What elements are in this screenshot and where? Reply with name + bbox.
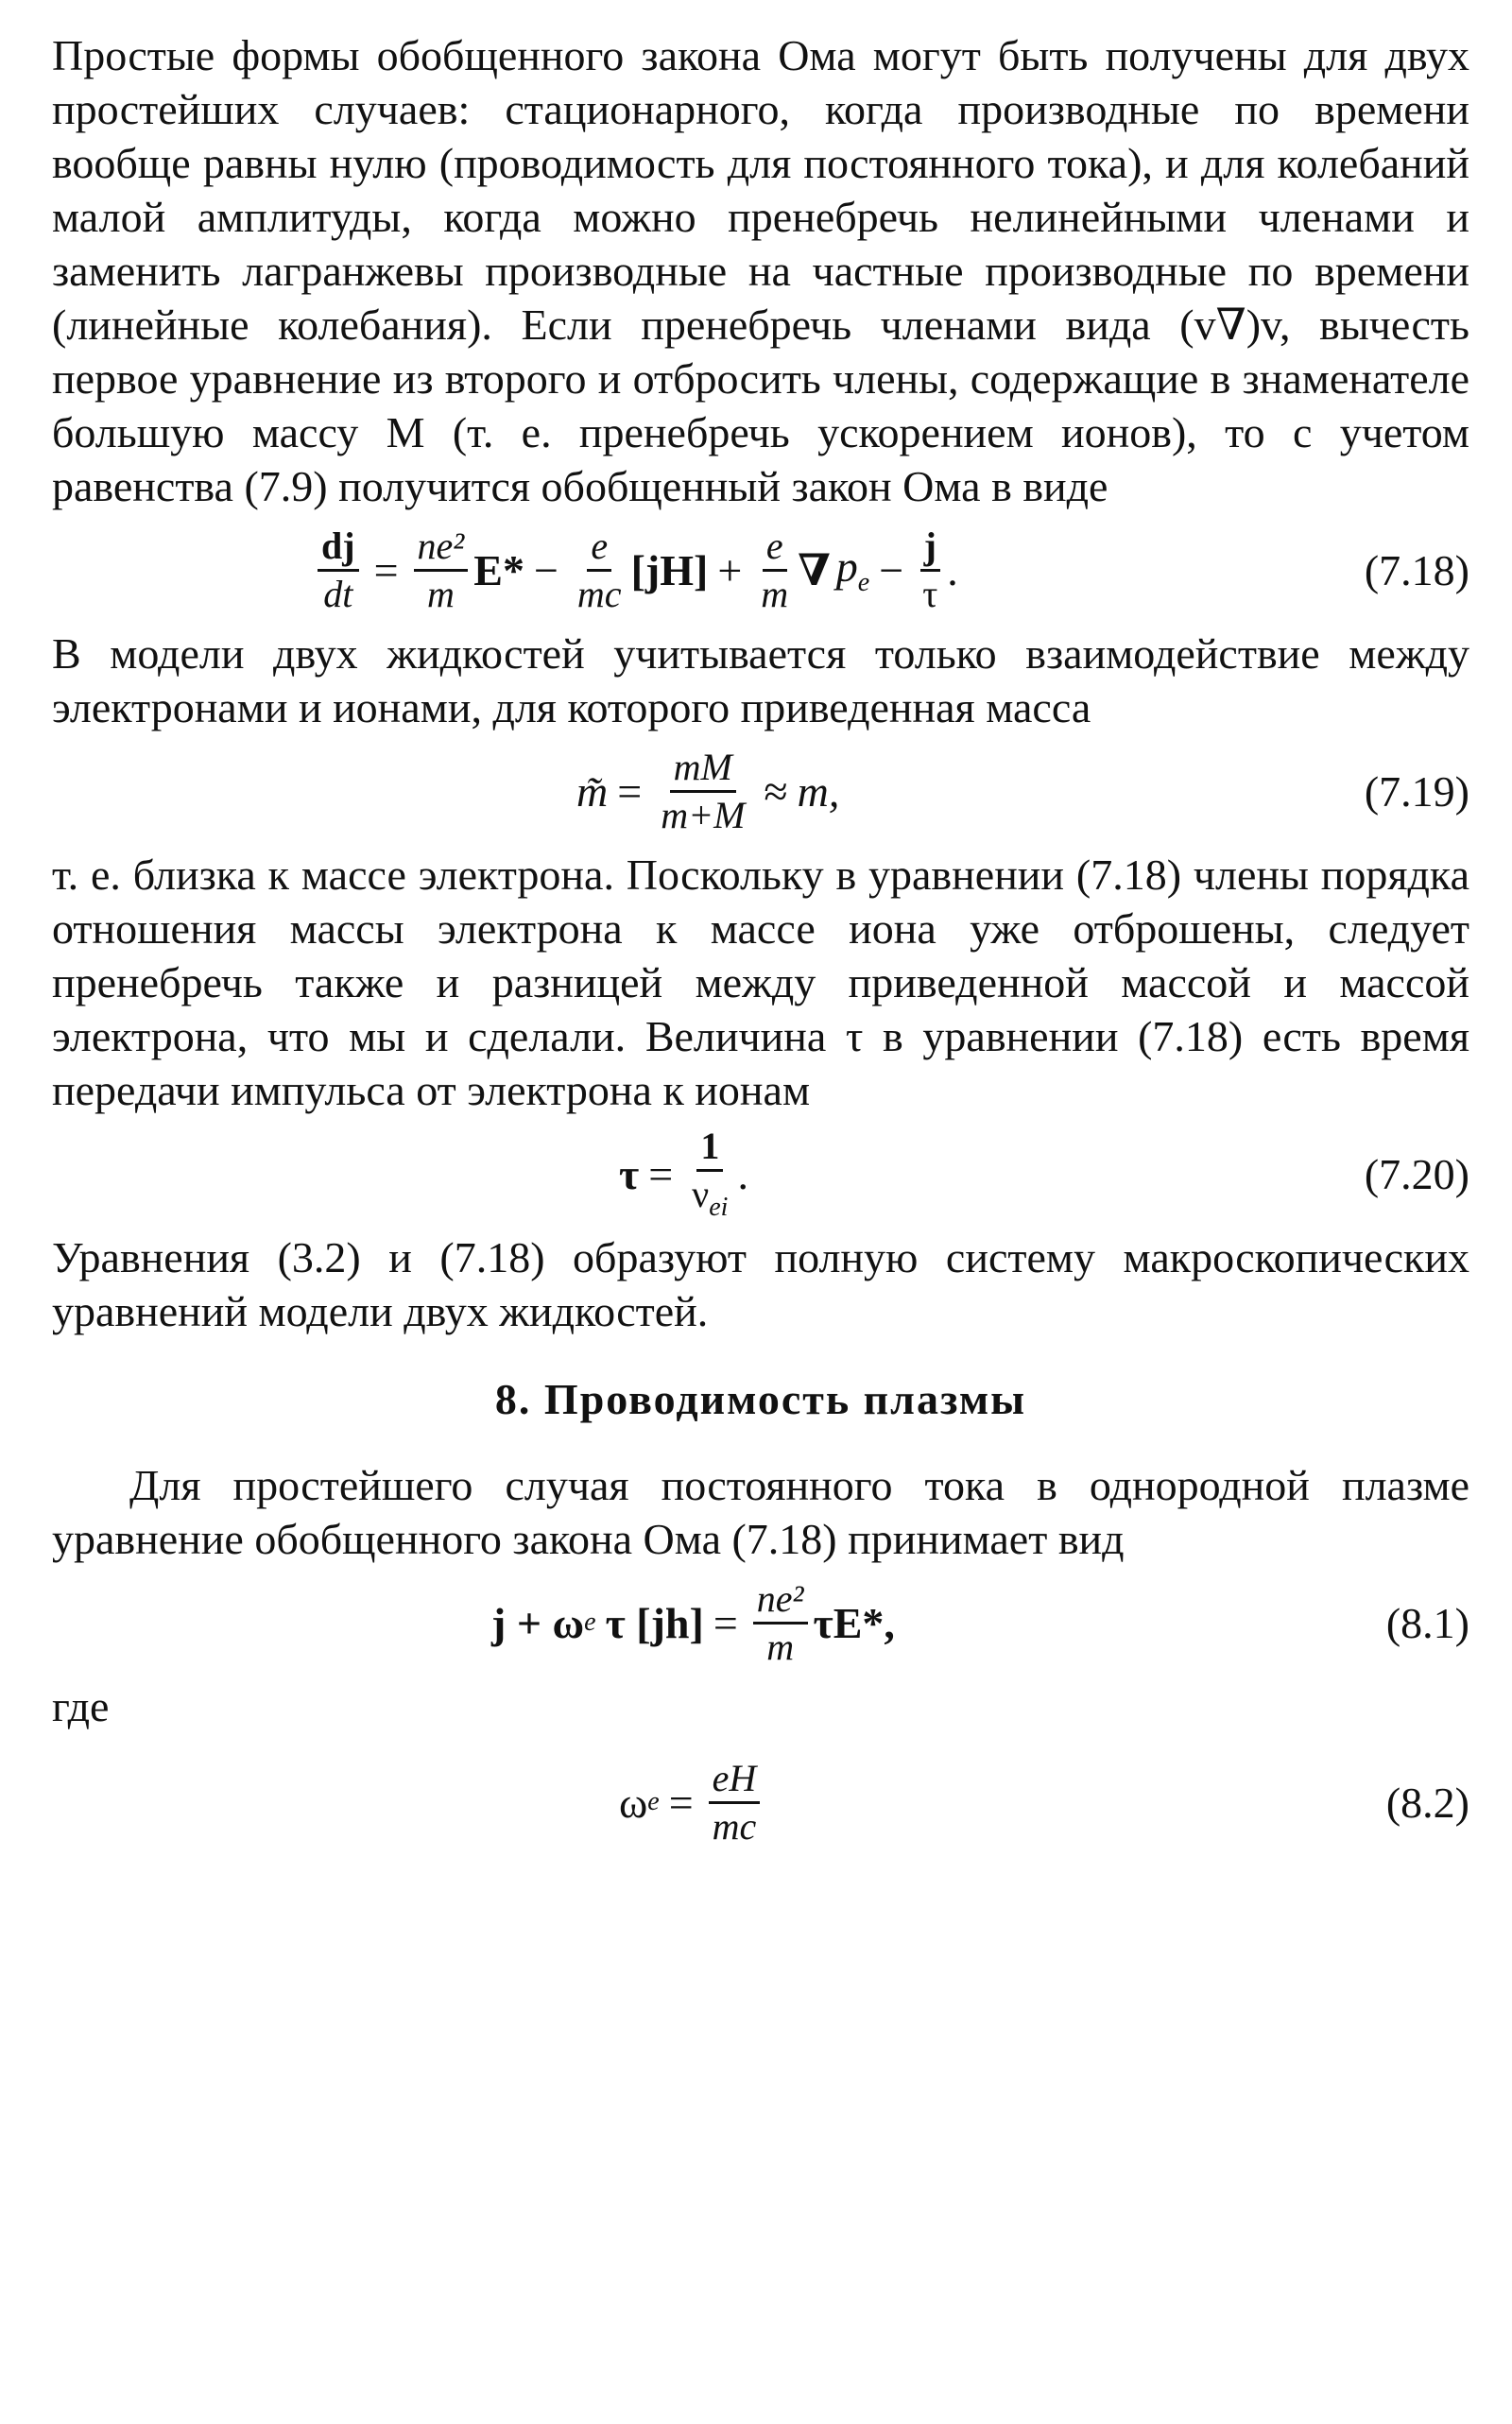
- equation-8-1: [52, 1566, 1469, 1679]
- pressure-symbol: p: [835, 542, 858, 591]
- reduced-mass-symbol: m̃: [576, 766, 609, 816]
- jh-term: [jH]: [630, 545, 709, 594]
- equation-8-2-formula: ω e = $\frac{eH}{mc}$: [619, 1745, 765, 1859]
- where-word: где: [52, 1682, 110, 1730]
- fraction-eH-mc: $\frac{eH}{mc}$: [709, 1759, 761, 1847]
- equation-8-2: [52, 1745, 1469, 1859]
- fraction-ne2-m-8-1: $\frac{\text{ne²}}{m}$: [753, 1579, 808, 1667]
- fraction-one-nu: $\frac{1}{\nu_{ei}}$: [692, 1124, 729, 1222]
- fraction-mM: $\frac{mM}{m+M}$: [661, 745, 746, 836]
- fraction-dj-dt: $\frac{dj}{dt}$: [318, 526, 359, 614]
- equation-7-19: [52, 734, 1469, 848]
- paragraph-ohm-intro: Простые формы обобщенного закона Ома могут быть получены для двух простейших случаев: стационарного, когда производные по времени вообще равны нулю (проводимость для постоянного тока), и для колебаний малой амплитуды, когда можно пренебречь нелинейными членами и заменить лагранжевы производные на частные производные по времени (линейные колебания). Если пренебречь членами вида (v∇)v, вычесть первое уравнение из второго и отбросить члены, содержащие в знаменателе большую массу M (т. е. пренебречь ускорением ионов), то с учетом равенства (7.9) получится обобщенный закон Ома в виде: [52, 31, 1469, 510]
- equation-number-7-19: (7.19): [1364, 766, 1469, 816]
- tau-symbol: τ: [619, 1149, 640, 1198]
- equation-number-7-18: (7.18): [1364, 545, 1469, 594]
- page: [52, 28, 1469, 1859]
- fraction-j-tau: $\frac{j}{\tau}$: [919, 526, 941, 614]
- fraction-ne2-m: $\frac{\text{ne²}}{m}$: [414, 526, 469, 614]
- equation-8-1-formula: j + ω e τ [jh] = $\frac{\text{ne²}}{m}$ τE*,: [491, 1576, 895, 1668]
- fraction-e-m: $\frac{e}{m}$: [761, 524, 789, 615]
- equation-number-8-1: (8.1): [1385, 1598, 1469, 1647]
- equation-7-20: [52, 1117, 1469, 1230]
- equation-7-18-formula: $\frac{dj}{dt}$ = $\frac{\text{ne²}}{m}$ E* − $\frac{e}{mc}$ [jH] + $\frac{e}{m}$ ∇ $p_e$ − $\frac{j}{\tau}$ .: [312, 513, 958, 627]
- equation-number-8-2: (8.2): [1385, 1778, 1469, 1827]
- e-star-term: E*: [473, 545, 524, 594]
- paragraph-electron-mass: т. е. близка к массе электрона. Поскольку в уравнении (7.18) члены порядка отношения массы электрона к массе иона уже отброшены, следует пренебречь также и разницей между приведенной массой и массой электрона, что мы и сделали. Величина τ в уравнении (7.18) есть время передачи импульса от электрона к ионам: [52, 851, 1469, 1114]
- paragraph-dc-case: Для простейшего случая постоянного тока в однородной плазме уравнение обобщенного закона Ома (7.18) принимает вид: [52, 1461, 1469, 1563]
- fraction-e-mc: $\frac{e}{mc}$: [576, 524, 622, 615]
- paragraph-system-complete: Уравнения (3.2) и (7.18) образуют полную систему макроскопических уравнений модели двух жидкостей.: [52, 1233, 1469, 1335]
- equation-7-20-formula: τ = $\frac{1}{\nu_{ei}}$ .: [619, 1124, 748, 1222]
- equation-7-18: [52, 513, 1469, 627]
- equation-number-7-20: (7.20): [1364, 1149, 1469, 1198]
- paragraph-two-fluid-model: В модели двух жидкостей учитывается только взаимодействие между электронами и ионами, для которого приведенная масса: [52, 629, 1469, 731]
- nabla-symbol: ∇: [798, 546, 831, 594]
- section-heading: 8. Проводимость плазмы: [494, 1375, 1027, 1423]
- equation-7-19-formula: m̃ = $\frac{mM}{m+M}$ ≈ m,: [576, 745, 840, 836]
